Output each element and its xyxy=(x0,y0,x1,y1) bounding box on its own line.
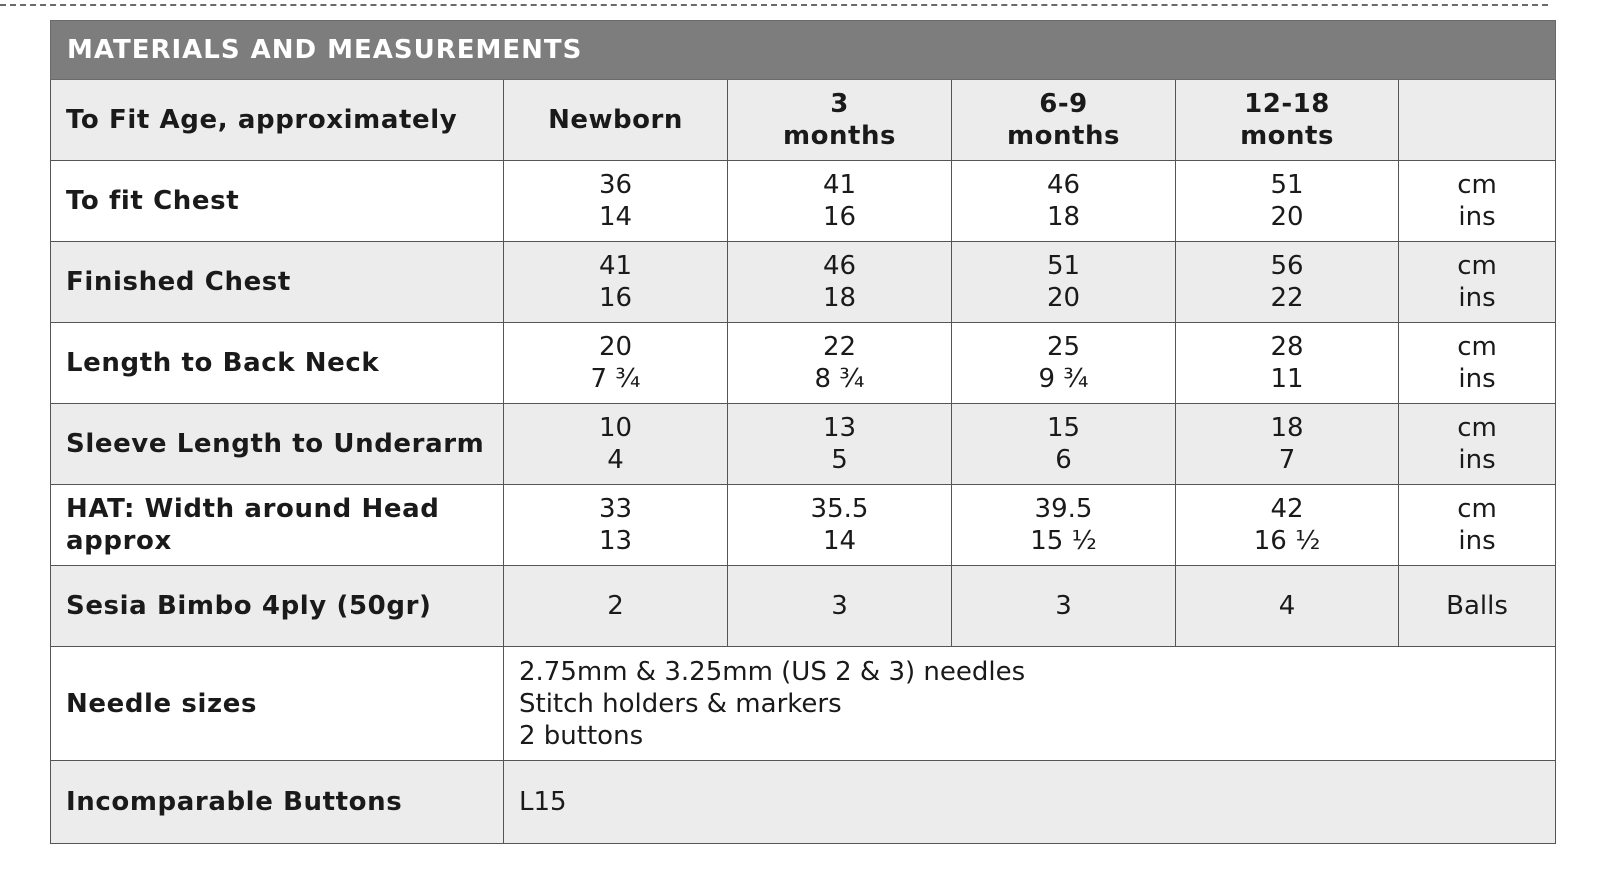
row-label: Sesia Bimbo 4ply (50gr) xyxy=(51,566,504,647)
value-cell: 20 7 ¾ xyxy=(504,323,728,404)
top-dashed-rule xyxy=(0,4,1548,6)
size-header-3-months: 3 months xyxy=(728,80,952,161)
materials-table-container xyxy=(50,20,1555,844)
row-label: HAT: Width around Head approx xyxy=(51,485,504,566)
value-cell: 42 16 ½ xyxy=(1176,485,1399,566)
table-title: MATERIALS AND MEASUREMENTS xyxy=(51,21,1556,80)
needle-sizes-value: 2.75mm & 3.25mm (US 2 & 3) needles Stitch holders & markers 2 buttons xyxy=(504,647,1556,761)
needle-sizes-row xyxy=(51,647,1556,761)
row-label: Length to Back Neck xyxy=(51,323,504,404)
age-header-row xyxy=(51,80,1556,161)
buttons-label: Incomparable Buttons xyxy=(51,761,504,844)
value-cell: 41 16 xyxy=(504,242,728,323)
value-cell: 33 13 xyxy=(504,485,728,566)
value-cell: 39.5 15 ½ xyxy=(952,485,1176,566)
value-cell: 36 14 xyxy=(504,161,728,242)
table-row xyxy=(51,566,1556,647)
unit-cell: cm ins xyxy=(1399,404,1556,485)
unit-cell: cm ins xyxy=(1399,485,1556,566)
table-row xyxy=(51,161,1556,242)
value-cell: 46 18 xyxy=(728,242,952,323)
size-header-6-9-months: 6-9 months xyxy=(952,80,1176,161)
table-row xyxy=(51,242,1556,323)
value-cell: 3 xyxy=(728,566,952,647)
buttons-value: L15 xyxy=(504,761,1556,844)
unit-cell: cm ins xyxy=(1399,323,1556,404)
buttons-row xyxy=(51,761,1556,844)
materials-measurements-table xyxy=(50,20,1556,844)
value-cell: 25 9 ¾ xyxy=(952,323,1176,404)
value-cell: 3 xyxy=(952,566,1176,647)
table-row xyxy=(51,485,1556,566)
value-cell: 41 16 xyxy=(728,161,952,242)
age-label: To Fit Age, approximately xyxy=(51,80,504,161)
value-cell: 35.5 14 xyxy=(728,485,952,566)
size-header-12-18-months: 12-18 monts xyxy=(1176,80,1399,161)
unit-cell: Balls xyxy=(1399,566,1556,647)
value-cell: 18 7 xyxy=(1176,404,1399,485)
row-label: Finished Chest xyxy=(51,242,504,323)
value-cell: 4 xyxy=(1176,566,1399,647)
row-label: To fit Chest xyxy=(51,161,504,242)
value-cell: 46 18 xyxy=(952,161,1176,242)
size-header-newborn: Newborn xyxy=(504,80,728,161)
unit-cell: cm ins xyxy=(1399,242,1556,323)
table-row xyxy=(51,404,1556,485)
value-cell: 22 8 ¾ xyxy=(728,323,952,404)
value-cell: 2 xyxy=(504,566,728,647)
needle-sizes-label: Needle sizes xyxy=(51,647,504,761)
value-cell: 10 4 xyxy=(504,404,728,485)
unit-cell: cm ins xyxy=(1399,161,1556,242)
table-row xyxy=(51,323,1556,404)
row-label: Sleeve Length to Underarm xyxy=(51,404,504,485)
value-cell: 51 20 xyxy=(952,242,1176,323)
value-cell: 15 6 xyxy=(952,404,1176,485)
value-cell: 28 11 xyxy=(1176,323,1399,404)
value-cell: 51 20 xyxy=(1176,161,1399,242)
value-cell: 13 5 xyxy=(728,404,952,485)
value-cell: 56 22 xyxy=(1176,242,1399,323)
unit-header-empty xyxy=(1399,80,1556,161)
